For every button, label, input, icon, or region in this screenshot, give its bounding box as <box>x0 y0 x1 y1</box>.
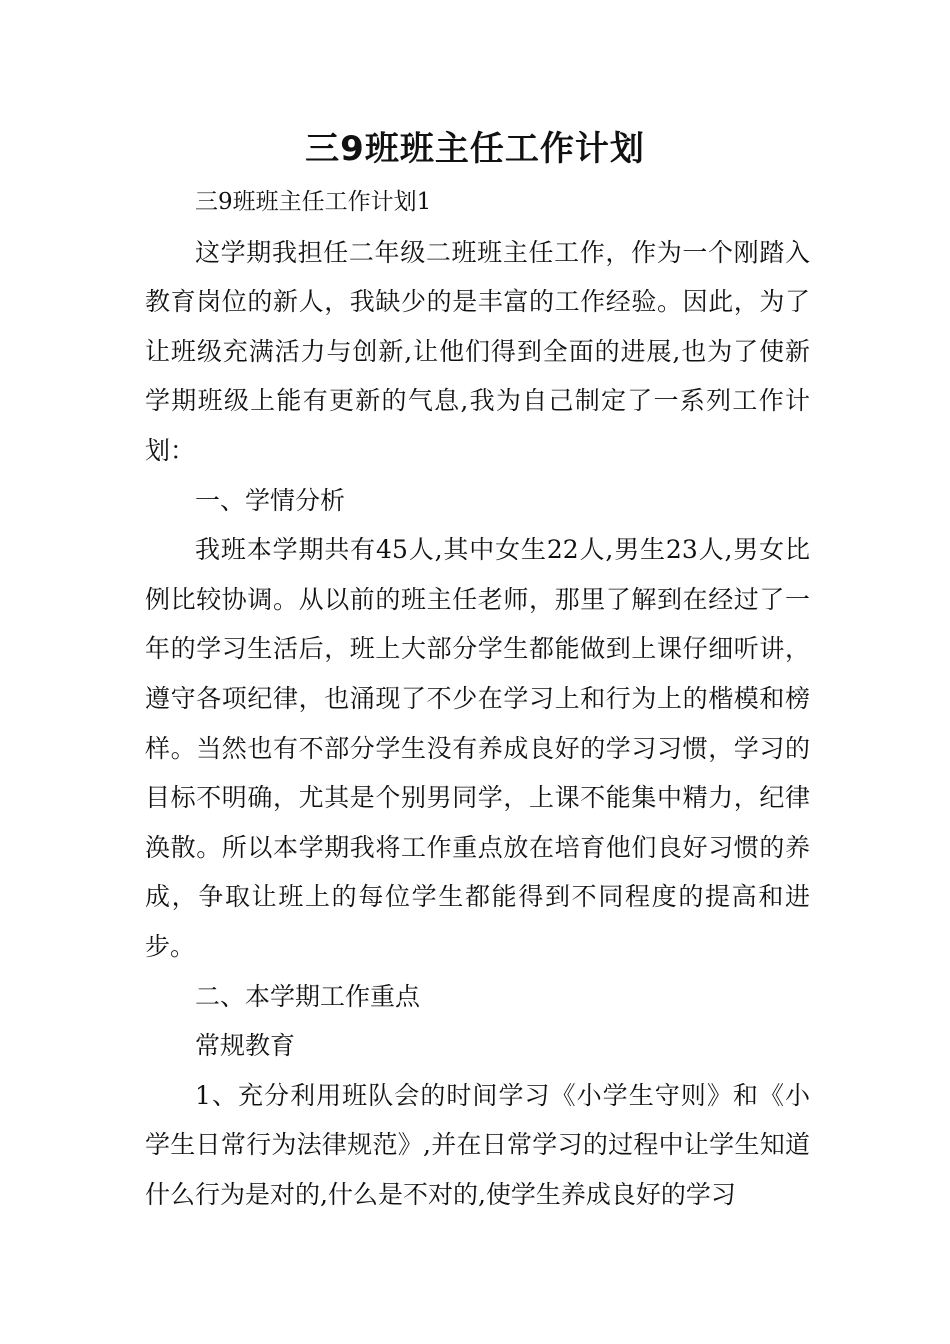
section-heading-plan-1: 三9班班主任工作计划1 <box>195 189 432 215</box>
section-heading-situation-analysis: 一、学情分析 <box>195 485 346 515</box>
situation-analysis-paragraph: 我班本学期共有45人,其中女生22人,男生23人,男女比例比较协调。从以前的班主任老师，那里了解到在经过了一年的学习生活后，班上大部分学生都能做到上课仔细听讲，遵守各项纪律，也涌现了不少在学习上和行为上的楷模和榜样。当然也有不部分学生没有养成良好的学习习惯，学习的目标不明确，尤其是个别男同学，上课不能集中精力，纪律涣散。所以本学期我将工作重点放在培育他们良好习惯的养成，争取让班上的每位学生都能得到不同程度的提高和进步。 <box>145 535 810 961</box>
section-heading-work-focus: 二、本学期工作重点 <box>195 981 421 1011</box>
document-title: 三9班班主任工作计划 <box>305 129 645 169</box>
intro-paragraph: 这学期我担任二年级二班班主任工作，作为一个刚踏入教育岗位的新人，我缺少的是丰富的工作经验。因此，为了让班级充满活力与创新,让他们得到全面的进展,也为了使新学期班级上能有更新的气息,我为自己制定了一系列工作计划： <box>145 237 810 465</box>
subheading-routine-education: 常规教育 <box>195 1031 296 1061</box>
routine-education-item-1: 1、充分利用班队会的时间学习《小学生守则》和《小学生日常行为法律规范》,并在日常学习的过程中让学生知道什么行为是对的,什么是不对的,使学生养成良好的学习 <box>145 1080 810 1209</box>
document-body <box>145 178 810 1219</box>
